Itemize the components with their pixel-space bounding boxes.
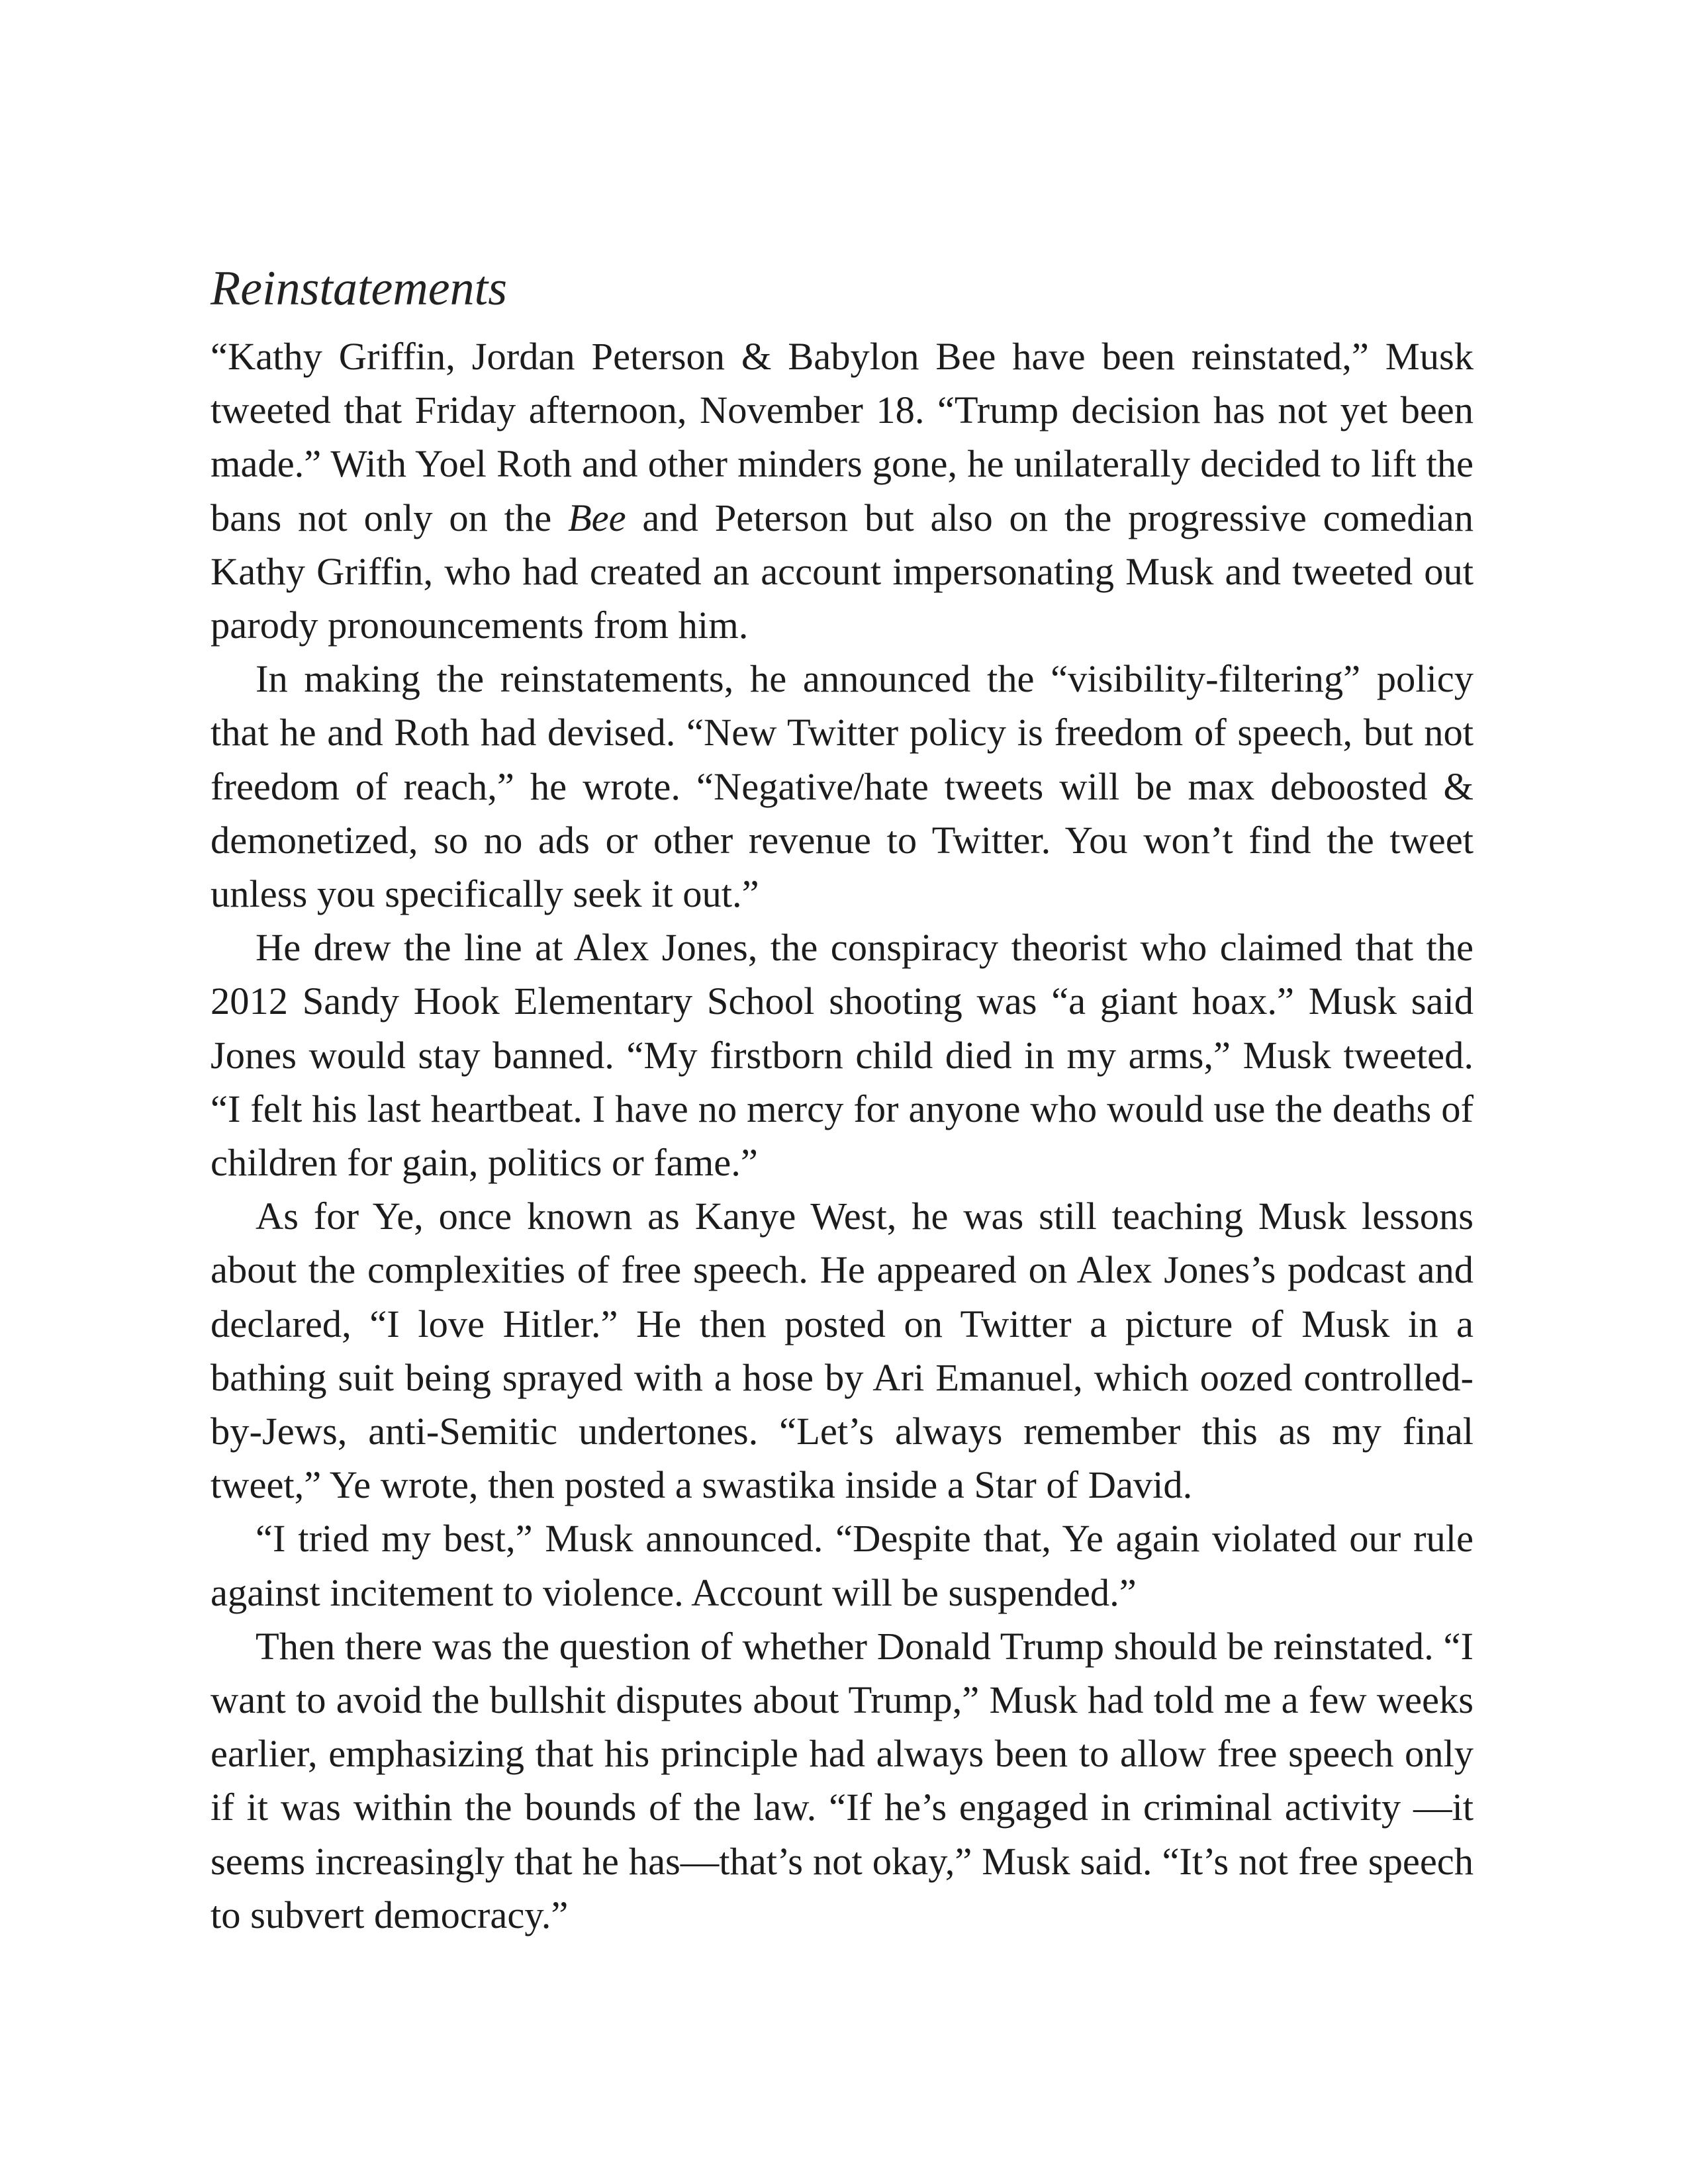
paragraph-1-text-b: and Peterson but also on the progressive comedian Kathy Griffin, who had created an account impersonating Musk and tweeted out parody pronouncements from him. [211, 496, 1474, 647]
paragraph-5: “I tried my best,” Musk announced. “Despite that, Ye again violated our rule against incitement to violence. Account will be suspended.” [211, 1517, 1474, 1614]
paragraph-1-italic-bee: Bee [567, 496, 626, 539]
paragraph-3: He drew the line at Alex Jones, the conspiracy theorist who claimed that the 2012 Sandy Hook Elementary School shooting was “a giant hoax.” Musk said Jones would stay banned. “My firstborn child died in my arms,” Musk tweeted. “I felt his last heartbeat. I have no mercy for anyone who would use the deaths of children for gain, politics or fame.” [211, 926, 1474, 1185]
paragraph-6: Then there was the question of whether Donald Trump should be reinstated. “I want to avoid the bullshit disputes about Trump,” Musk had told me a few weeks earlier, emphasizing that his principle had always been to allow free speech only if it was within the bounds of the law. “If he’s engaged in criminal activity —it seems increasingly that he has—that’s not okay,” Musk said. “It’s not free speech to subvert democracy.” [211, 1624, 1474, 1936]
section-heading: Reinstatements [211, 261, 508, 316]
paragraph-4: As for Ye, once known as Kanye West, he was still teaching Musk lessons about the complexities of free speech. He appeared on Alex Jones’s podcast and declared, “I love Hitler.” He then posted on Twitter a picture of Musk in a bathing suit being sprayed with a hose by Ari Emanuel, which oozed controlled-by-Jews, anti-Semitic undertones. “Let’s always remember this as my final tweet,” Ye wrote, then posted a swastika inside a Star of David. [211, 1195, 1474, 1507]
paragraph-2: In making the reinstatements, he announced the “visibility-filtering” policy that he and Roth had devised. “New Twitter policy is freedom of speech, but not freedom of reach,” he wrote. “Negative/hate tweets will be max deboosted & demonetized, so no ads or other revenue to Twitter. You won’t find the tweet unless you specifically seek it out.” [211, 657, 1474, 916]
paragraph-1-text-a: “Kathy Griffin, Jordan Peterson & Babylon Bee have been reinstated,” Musk tweeted that Friday afternoon, November 18. “Trump decision has not yet been made.” With Yoel Roth and other minders gone, he unilaterally decided to lift the bans not only on the [211, 335, 1474, 539]
paragraph-1 [211, 330, 1474, 652]
page-body [211, 257, 1474, 1942]
